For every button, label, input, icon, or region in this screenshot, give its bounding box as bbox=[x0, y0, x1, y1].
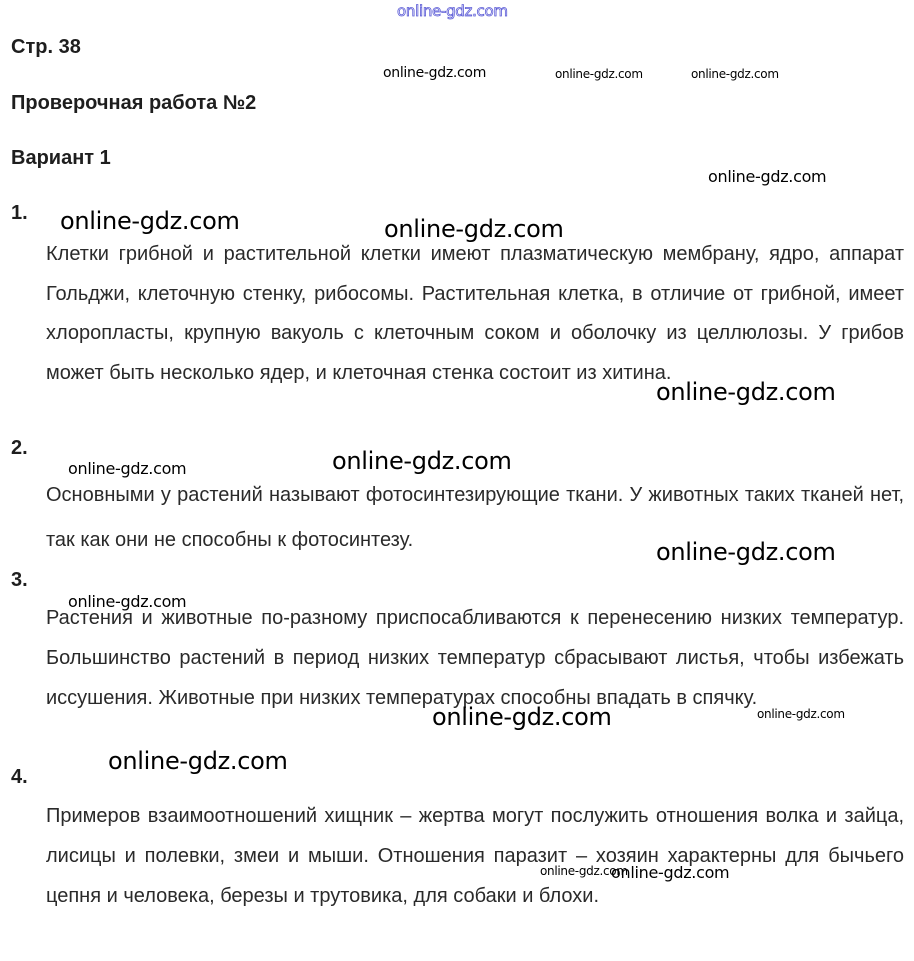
watermark: online-gdz.com bbox=[68, 459, 187, 478]
watermark: online-gdz.com bbox=[656, 378, 836, 406]
page-number-heading: Стр. 38 bbox=[11, 36, 81, 58]
watermark: online-gdz.com bbox=[60, 207, 240, 235]
watermark: online-gdz.com bbox=[656, 538, 836, 566]
watermark: online-gdz.com bbox=[555, 67, 643, 81]
answer-text-3: Растения и животные по-разному приспосабливаются к перенесению низких температур. Большинство растений в период низких температур сбрасывают листья, чтобы избежать иссушения. Животные при низких температурах способны впадать в спячку. bbox=[46, 607, 904, 709]
watermark: online-gdz.com bbox=[384, 215, 564, 243]
watermark-top: online-gdz.com bbox=[397, 2, 508, 20]
watermark: online-gdz.com bbox=[383, 65, 487, 81]
watermark: online-gdz.com bbox=[691, 67, 779, 81]
watermark: online-gdz.com bbox=[68, 592, 187, 611]
answer-number-1: 1. bbox=[11, 202, 28, 224]
watermark: online-gdz.com bbox=[332, 447, 512, 475]
variant-heading: Вариант 1 bbox=[11, 147, 111, 169]
watermark: online-gdz.com bbox=[611, 863, 730, 882]
watermark: online-gdz.com bbox=[540, 864, 628, 878]
answer-number-3: 3. bbox=[11, 569, 28, 591]
work-title-heading: Проверочная работа №2 bbox=[11, 92, 257, 114]
watermark: online-gdz.com bbox=[708, 167, 827, 186]
answer-text-2: Основными у растений называют фотосинтезирующие ткани. У животных таких тканей нет, так как они не способны к фотосинтезу. bbox=[46, 484, 904, 551]
watermark: online-gdz.com bbox=[757, 707, 845, 721]
watermark: online-gdz.com bbox=[432, 703, 612, 731]
answer-number-4: 4. bbox=[11, 766, 28, 788]
answer-number-2: 2. bbox=[11, 437, 28, 459]
answer-text-1: Клетки грибной и растительной клетки имеют плазматическую мембрану, ядро, аппарат Гольджи, клеточную стенку, рибосомы. Растительная клетка, в отличие от грибной, имеет хлоропласты, крупную вакуоль с клеточным соком и оболочку из целлюлозы. У грибов может быть несколько ядер, и клеточная стенка состоит из хитина. bbox=[46, 243, 904, 384]
answer-text-4: Примеров взаимоотношений хищник – жертва могут послужить отношения волка и зайца, лисицы и полевки, змеи и мыши. Отношения паразит – хозяин характерны для бычьего цепня и человека, березы и трутовика, для собаки и блохи. bbox=[46, 805, 904, 907]
watermark: online-gdz.com bbox=[108, 747, 288, 775]
